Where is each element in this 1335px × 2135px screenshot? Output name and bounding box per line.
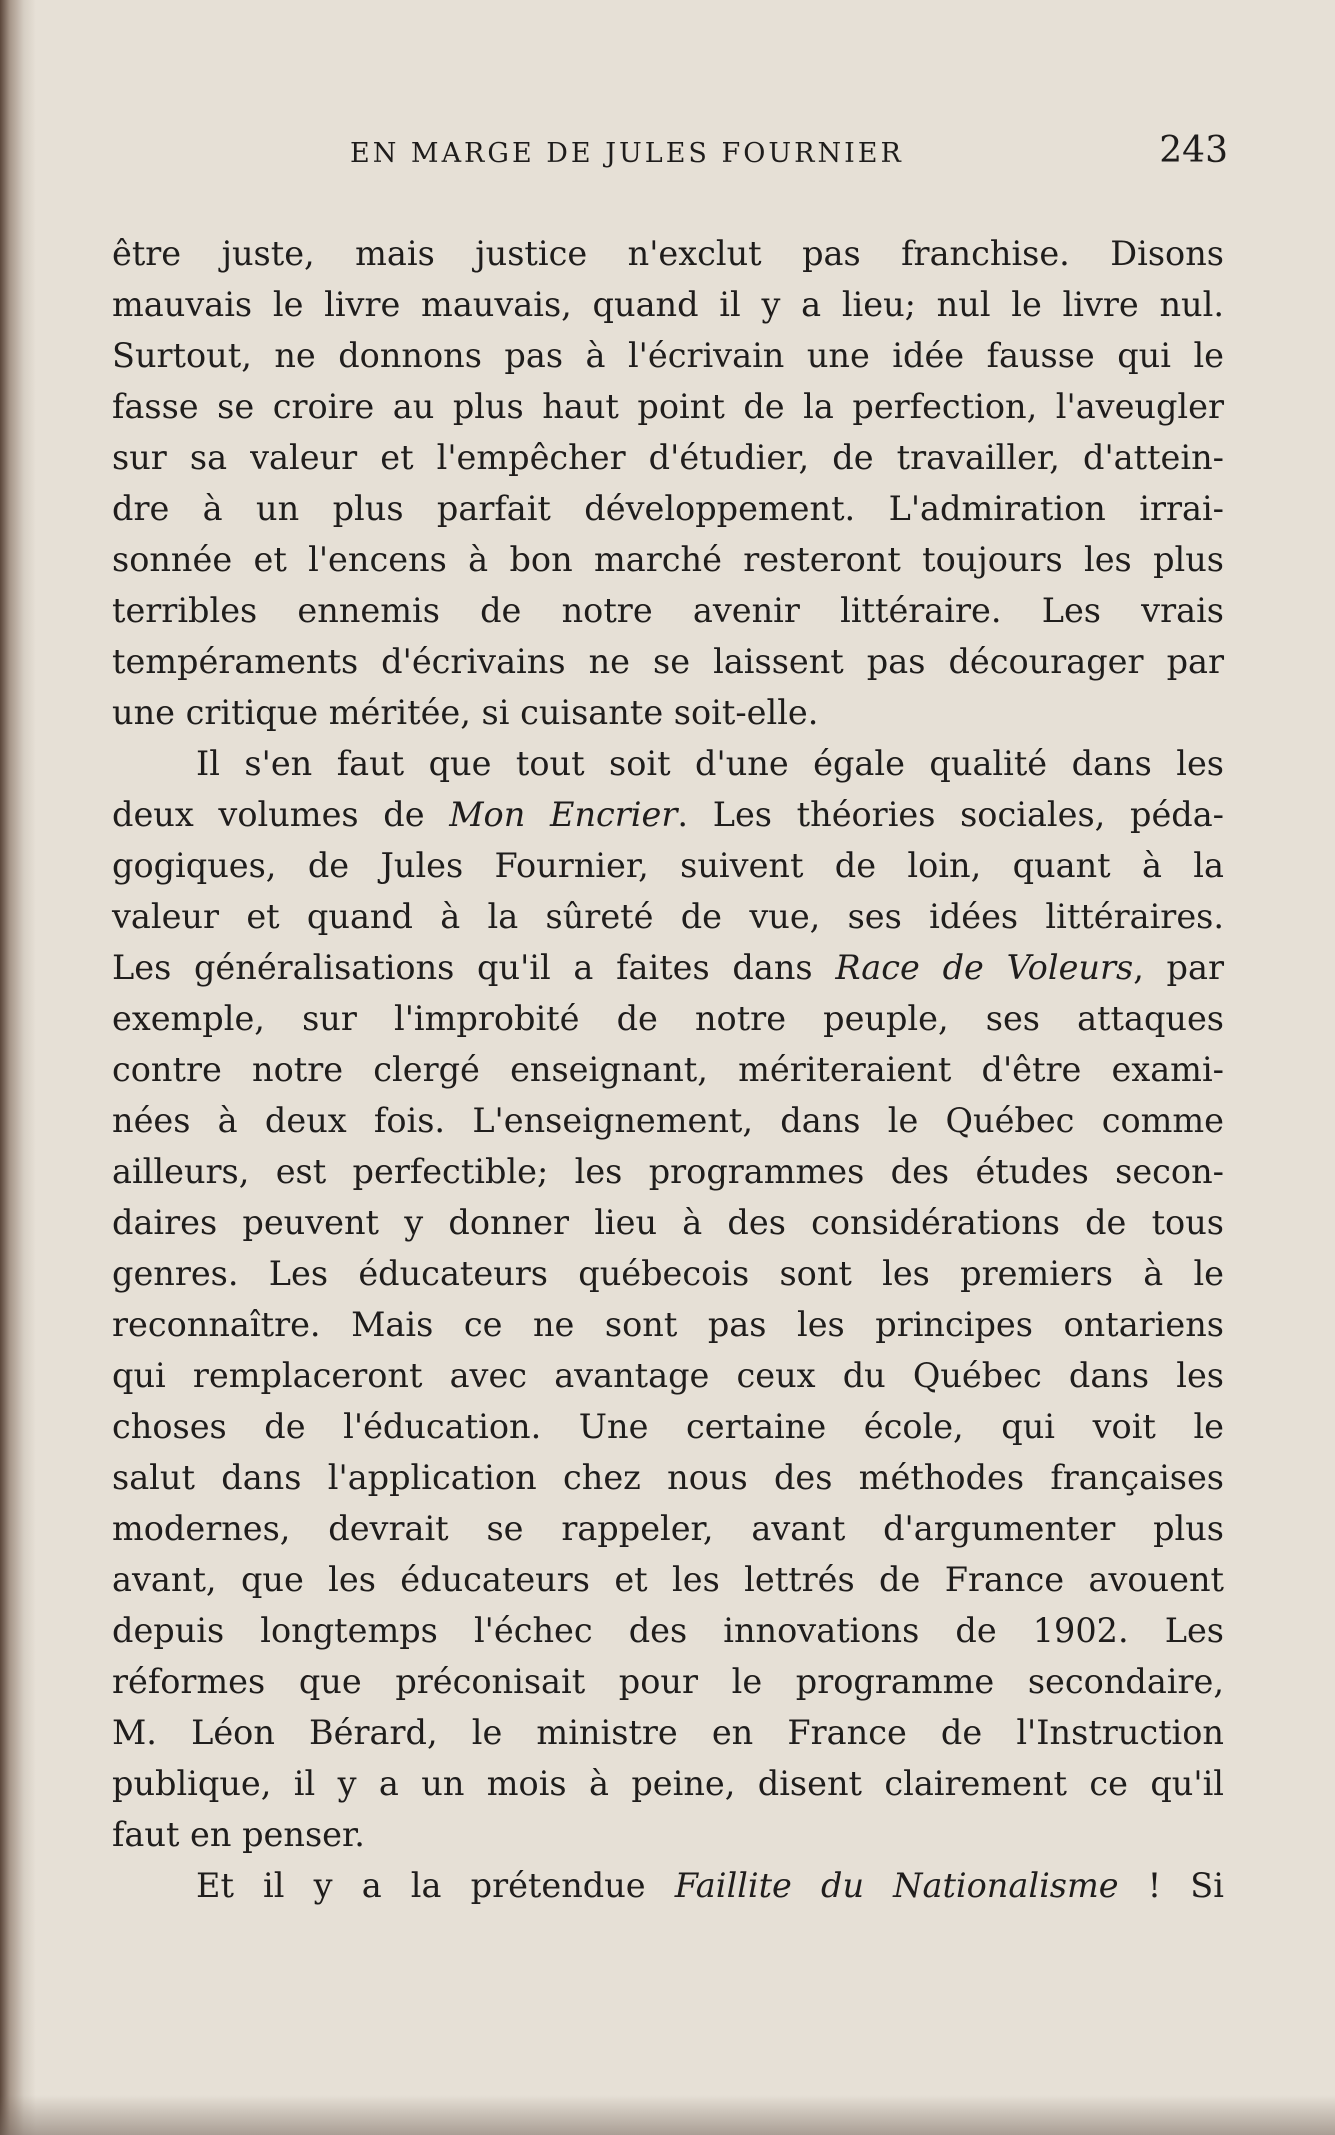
text-line: être juste, mais justice n'exclut pas franchise. Disons xyxy=(112,234,1224,273)
text-line: genres. Les éducateurs québecois sont les premiers à le xyxy=(112,1254,1224,1293)
text-segment: , par xyxy=(1133,948,1224,987)
text-line: modernes, devrait se rappeler, avant d'argumenter plus xyxy=(112,1509,1224,1548)
book-title-race-de-voleurs: Race de Voleurs xyxy=(835,948,1134,987)
text-line: sonnée et l'encens à bon marché resteront toujours les plus xyxy=(112,540,1224,579)
text-line xyxy=(112,789,1224,840)
text-line: fasse se croire au plus haut point de la perfection, l'aveugler xyxy=(112,387,1224,426)
page-number: 243 xyxy=(1159,130,1228,171)
text-line: réformes que préconisait pour le programme secondaire, xyxy=(112,1662,1224,1701)
text-line: reconnaître. Mais ce ne sont pas les principes ontariens xyxy=(112,1305,1224,1344)
text-line: mauvais le livre mauvais, quand il y a lieu; nul le livre nul. xyxy=(112,285,1224,324)
text-line: sur sa valeur et l'empêcher d'étudier, de travailler, d'attein- xyxy=(112,438,1224,477)
text-line: dre à un plus parfait développement. L'admiration irrai- xyxy=(112,489,1224,528)
text-line: Surtout, ne donnons pas à l'écrivain une idée fausse qui le xyxy=(112,336,1224,375)
text-line: tempéraments d'écrivains ne se laissent pas décourager par xyxy=(112,642,1224,681)
text-line: gogiques, de Jules Fournier, suivent de loin, quant à la xyxy=(112,846,1224,885)
text-line: valeur et quand à la sûreté de vue, ses idées littéraires. xyxy=(112,897,1224,936)
page-header xyxy=(110,128,1228,178)
text-line xyxy=(112,942,1224,993)
book-title-mon-encrier: Mon Encrier xyxy=(449,795,678,834)
text-line: une critique méritée, si cuisante soit-elle. xyxy=(112,693,819,732)
text-line: avant, que les éducateurs et les lettrés de France avouent xyxy=(112,1560,1224,1599)
text-line: qui remplaceront avec avantage ceux du Québec dans les xyxy=(112,1356,1224,1395)
text-line: publique, il y a un mois à peine, disent clairement ce qu'il xyxy=(112,1764,1224,1803)
page-bottom-edge xyxy=(0,2095,1335,2135)
text-line: ailleurs, est perfectible; les programmes des études secon- xyxy=(112,1152,1224,1191)
binding-shadow xyxy=(0,0,36,2135)
text-line: choses de l'éducation. Une certaine école, qui voit le xyxy=(112,1407,1224,1446)
body-text xyxy=(112,228,1224,1911)
text-segment: . Les théories sociales, péda- xyxy=(677,795,1225,834)
text-line: daires peuvent y donner lieu à des considérations de tous xyxy=(112,1203,1224,1242)
text-line: terribles ennemis de notre avenir littéraire. Les vrais xyxy=(112,591,1224,630)
text-line: nées à deux fois. L'enseignement, dans le Québec comme xyxy=(112,1101,1224,1140)
text-line: faut en penser. xyxy=(112,1815,365,1854)
running-title: EN MARGE DE JULES FOURNIER xyxy=(350,138,904,169)
text-line: Il s'en faut que tout soit d'une égale qualité dans les xyxy=(196,744,1224,783)
text-line xyxy=(112,1860,1224,1911)
text-segment: deux volumes de xyxy=(112,795,450,834)
text-line: depuis longtemps l'échec des innovations de 1902. Les xyxy=(112,1611,1224,1650)
title-faillite-du-nationalisme: Faillite du Nationalisme xyxy=(674,1866,1119,1905)
text-line: exemple, sur l'improbité de notre peuple, ses attaques xyxy=(112,999,1224,1038)
text-segment: ! Si xyxy=(1118,1866,1224,1905)
text-line: contre notre clergé enseignant, mériteraient d'être exami- xyxy=(112,1050,1224,1089)
text-line: M. Léon Bérard, le ministre en France de l'Instruction xyxy=(112,1713,1224,1752)
text-segment: Et il y a la prétendue xyxy=(196,1866,675,1905)
text-segment: Les généralisations qu'il a faites dans xyxy=(112,948,836,987)
text-line: salut dans l'application chez nous des méthodes françaises xyxy=(112,1458,1224,1497)
